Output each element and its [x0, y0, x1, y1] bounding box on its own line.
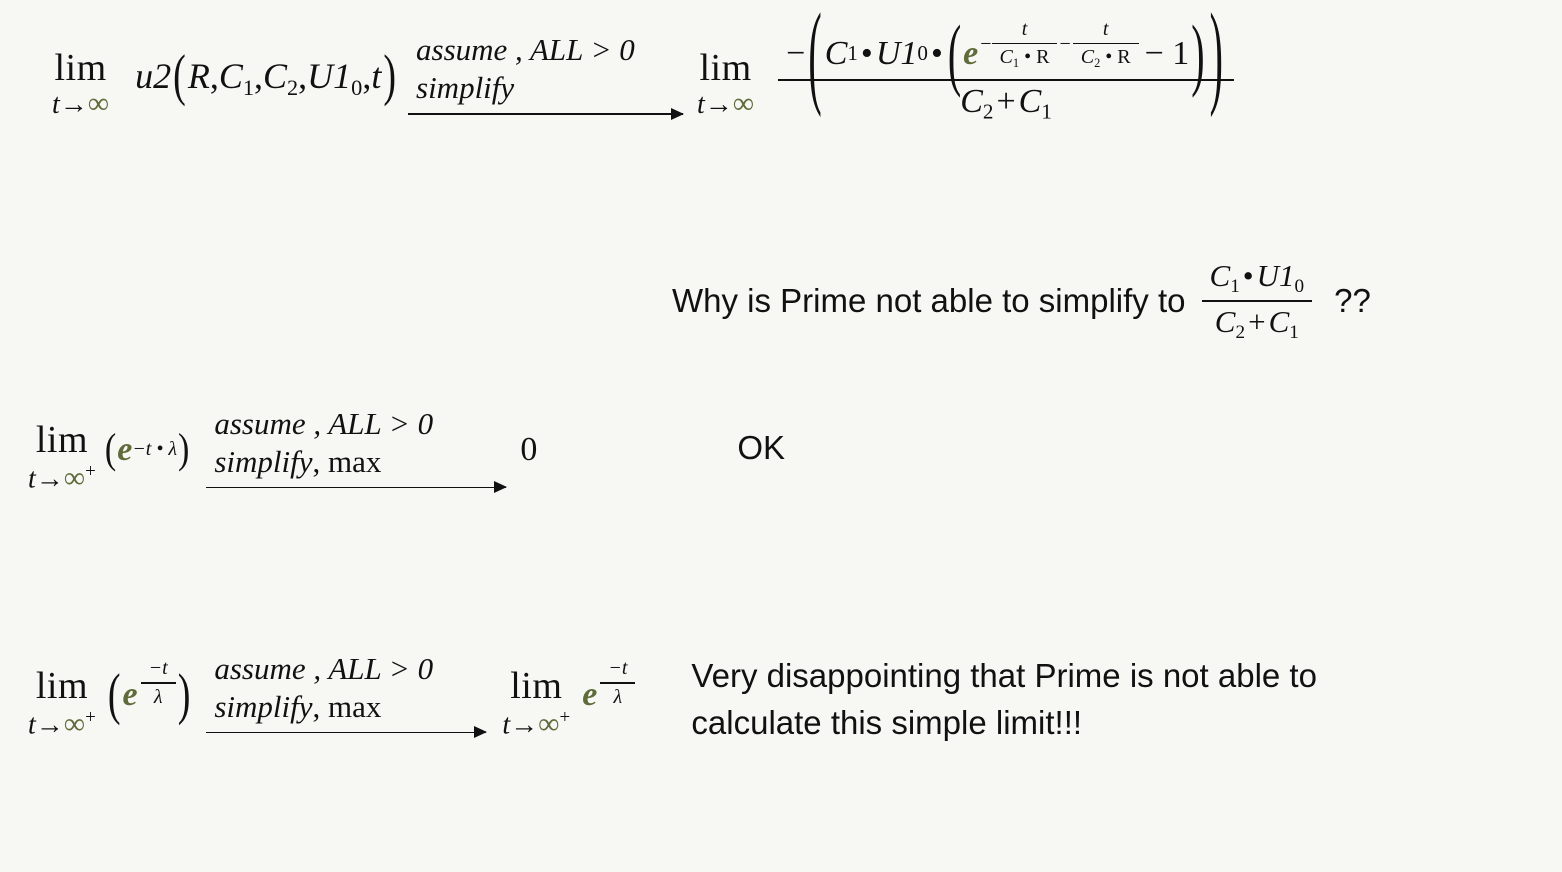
numerator-tail: − 1: [1144, 34, 1190, 72]
exponent: −t • λ: [132, 438, 178, 461]
euler-e: e: [122, 675, 138, 713]
numerator-minus: −: [786, 34, 806, 72]
dot-operator-2: •: [930, 34, 943, 72]
open-paren: (: [173, 44, 186, 108]
exp-frac-den: $C_1$ • R: [999, 46, 1050, 71]
arg-R: R: [187, 55, 210, 96]
limit-plus: +: [85, 707, 96, 729]
exponent-group: [980, 18, 1138, 72]
arg-C2: C: [263, 55, 288, 96]
euler-e: e: [117, 430, 133, 468]
exponent-fraction-1: [992, 18, 1058, 72]
arg-C1-subscript: 1: [242, 74, 254, 100]
close-paren-outer: ): [1209, 0, 1223, 119]
euler-e: e: [582, 675, 598, 713]
result-exp-den: λ: [613, 685, 623, 708]
exp-den: λ: [153, 685, 163, 708]
expression-3: [106, 656, 192, 727]
function-name: u2: [135, 55, 172, 96]
limit-label: lim: [510, 665, 563, 708]
euler-e: e: [963, 34, 979, 72]
result-2: 0: [520, 430, 538, 468]
arg-U1-subscript: 0: [351, 74, 363, 100]
math-block-1[interactable]: [52, 0, 1234, 139]
infinity-symbol: ∞: [63, 707, 86, 741]
result-expression-3: [582, 656, 635, 714]
limit-plus: +: [85, 461, 96, 483]
denominator-C2: C: [960, 82, 983, 120]
infinity-symbol: ∞: [87, 87, 110, 121]
open-paren-inner: (: [947, 8, 962, 99]
transform-arrow-3[interactable]: [206, 650, 486, 740]
transform-label-line2: simplify: [416, 70, 515, 106]
limit-variable: t→∞+: [502, 707, 571, 741]
numerator-C1-subscript: 1: [847, 41, 858, 65]
math-block-2[interactable]: [28, 405, 785, 511]
numerator-C1: C: [824, 34, 848, 72]
arrow-glyph: [206, 481, 506, 495]
open-paren-outer: (: [808, 0, 822, 119]
transform-labels-3: [206, 650, 486, 726]
close-paren-inner: ): [1191, 8, 1205, 99]
expression-2: [104, 426, 190, 473]
limit-label: lim: [54, 46, 107, 89]
infinity-symbol: ∞: [63, 461, 86, 495]
infinity-symbol: ∞: [538, 707, 560, 741]
exp-frac-den-2: $C_2$ • R: [1080, 46, 1131, 71]
denominator-C1: C: [1018, 82, 1042, 120]
limit-label: lim: [699, 46, 752, 89]
numerator-U1-subscript: 0: [917, 41, 928, 65]
numerator-U1: U1: [875, 34, 918, 72]
exp-frac-num: t: [1021, 17, 1028, 40]
comment-frac-numerator: $C_1•U1_0$: [1209, 258, 1305, 298]
comment-1-text: Why is Prime not able to simplify to: [672, 281, 1186, 319]
limit-variable: t→∞: [697, 87, 755, 121]
arg-U1: U1: [307, 55, 352, 96]
denominator-C2-subscript: 2: [982, 99, 994, 124]
close-paren: ): [178, 426, 190, 473]
comment-3: Very disappointing that Prime is not able to calculate this simple limit!!!: [691, 656, 1317, 741]
limit-variable: t→∞+: [28, 461, 96, 495]
dot-operator: •: [860, 34, 873, 72]
comment-frac-denominator: $C_2+C_1$: [1214, 303, 1299, 344]
result-exponent-fraction: [600, 657, 635, 709]
fraction-denominator: [952, 81, 1060, 125]
transform-label-line1: assume , ALL > 0: [416, 32, 635, 68]
fraction-numerator: [778, 0, 1234, 119]
limit-label: lim: [35, 665, 89, 708]
limit-operator-3: [28, 667, 96, 740]
result-fraction-1: [778, 0, 1234, 125]
exp-num: −t: [148, 656, 168, 679]
limit-plus: +: [559, 707, 571, 729]
limit-operator-2: [28, 421, 96, 494]
infinity-symbol: ∞: [732, 87, 755, 121]
transform-arrow-2[interactable]: [206, 405, 506, 495]
function-expression-1: $u2(R,C_1,C_2,U1_0,t)$: [135, 44, 396, 108]
limit-label: lim: [35, 419, 89, 462]
exp-frac-num-2: t: [1102, 17, 1109, 40]
limit-operator-1: [52, 46, 110, 121]
transform-arrow-1[interactable]: [408, 31, 683, 121]
result-exp-num: −t: [608, 656, 628, 679]
transform-label-line2: simplify, max: [214, 443, 382, 479]
comment-2: OK: [737, 429, 786, 467]
open-paren: (: [104, 426, 117, 473]
transform-label-line1: assume , ALL > 0: [214, 406, 434, 441]
comment-1-question-marks: ??: [1334, 281, 1371, 319]
transform-labels-2: [206, 405, 506, 481]
limit-operator-3-result: [502, 667, 570, 740]
arg-C2-subscript: 2: [287, 74, 299, 100]
exponent-fraction-3: [141, 657, 176, 709]
exponent-minus-2: −: [1059, 33, 1071, 55]
math-block-3[interactable]: [28, 650, 1331, 758]
transform-label-line2: simplify, max: [214, 688, 382, 724]
arg-t: t: [371, 55, 382, 96]
open-paren: (: [107, 663, 121, 727]
transform-label-line1: assume , ALL > 0: [214, 651, 434, 686]
exponent-fraction-2: [1073, 18, 1139, 72]
close-paren: ): [383, 44, 396, 108]
arrow-glyph: [206, 726, 486, 740]
comment-1-fraction: [1202, 258, 1313, 344]
close-paren: ): [177, 663, 191, 727]
arg-C1: C: [218, 55, 243, 96]
exponent-minus: −: [980, 33, 992, 55]
denominator-C1-subscript: 1: [1041, 99, 1052, 124]
limit-operator-1-result: [697, 46, 755, 121]
limit-variable: t→∞+: [28, 707, 96, 741]
denominator-plus: +: [996, 82, 1016, 120]
limit-variable: t→∞: [52, 87, 110, 121]
transform-labels-1: [408, 31, 683, 107]
comment-block-1[interactable]: [672, 258, 1371, 344]
arrow-glyph: [408, 107, 683, 121]
